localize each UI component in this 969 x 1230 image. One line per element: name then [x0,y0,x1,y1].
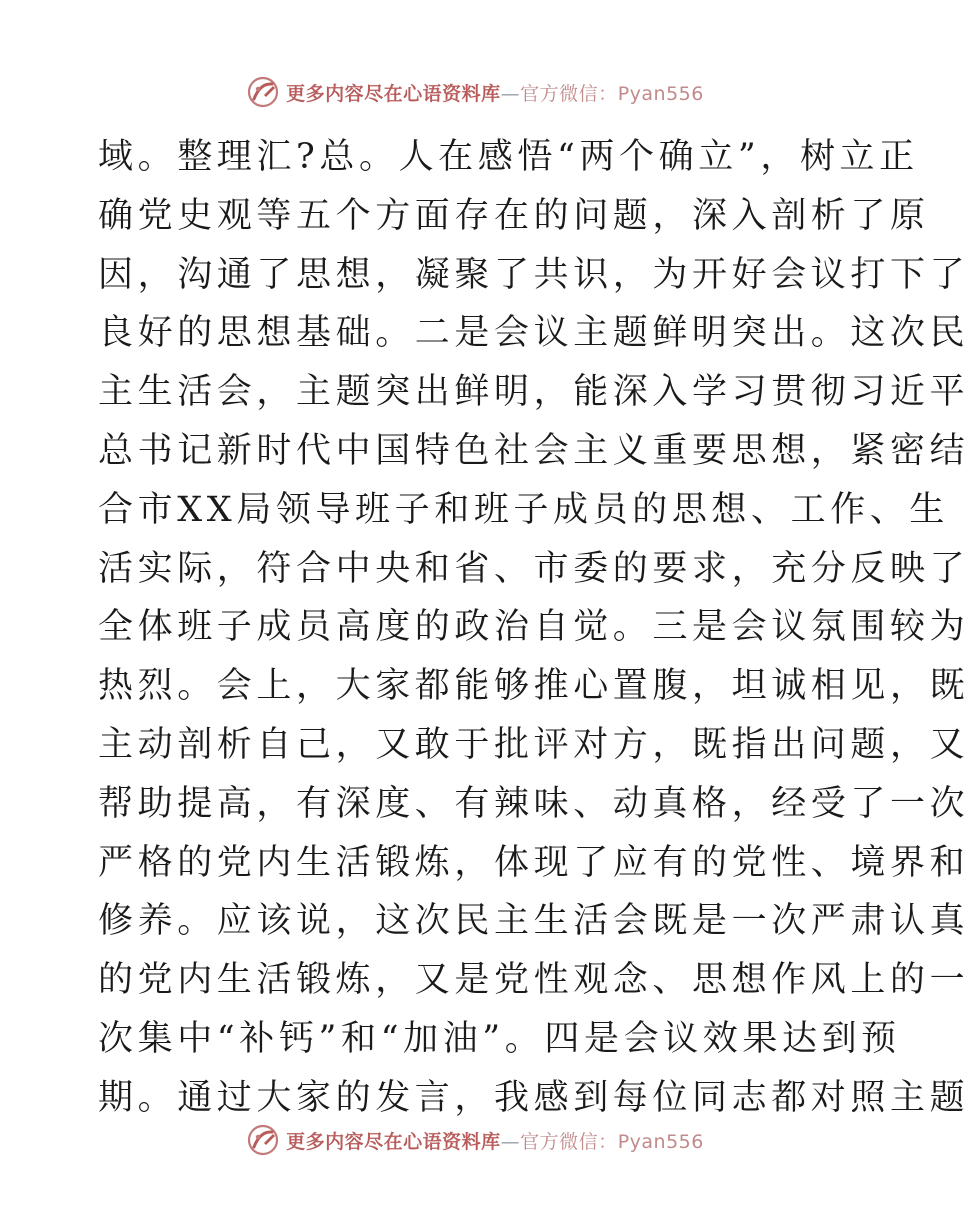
body-line-12: 帮助提高，有深度、有辣味、动真格，经受了一次 [98,783,969,824]
pen-logo-icon [246,75,280,109]
body-line-11: 主动剖析自己，又敢于批评对方，既指出问题，又 [98,724,969,765]
body-line-10: 热烈。会上，大家都能够推心置腹，坦诚相见，既 [98,666,969,707]
body-line-14: 修养。应该说，这次民主生活会既是一次严肃认真 [98,901,969,942]
footer-watermark-part2: 官方微信： [520,1130,618,1153]
body-line-15: 的党内生活锻炼，又是党性观念、思想作风上的一 [98,960,969,1001]
body-line-1: 域。整理汇?总。人在感悟“两个确立”，树立正 [98,137,919,177]
body-line-17: 期。通过大家的发言，我感到每位同志都对照主题 [98,1077,969,1118]
header-watermark-dash: — [500,82,521,105]
header-watermark-part1: 更多内容尽在心语资料库 [286,82,501,105]
footer-watermark-account: Pyan556 [617,1130,704,1153]
header-watermark-account: Pyan556 [617,82,704,105]
header-watermark-part2: 官方微信： [520,82,618,105]
footer-watermark-content [246,1123,704,1157]
body-line-13: 严格的党内生活锻炼，体现了应有的党性、境界和 [98,842,969,883]
header-watermark-text [286,79,704,106]
body-line-4: 良好的思想基础。二是会议主题鲜明突出。这次民 [98,313,969,354]
body-line-8: 活实际，符合中央和省、市委的要求，充分反映了 [98,548,969,589]
header-watermark-banner [0,72,950,112]
body-line-7: 合市XX局领导班子和班子成员的思想、工作、生 [98,489,950,530]
footer-watermark-part1: 更多内容尽在心语资料库 [286,1130,501,1153]
pen-logo-icon [246,1123,280,1157]
body-line-6: 总书记新时代中国特色社会主义重要思想，紧密结 [98,430,969,471]
footer-watermark-text [286,1127,704,1154]
body-line-5: 主生活会，主题突出鲜明，能深入学习贯彻习近平 [98,372,969,413]
body-line-9: 全体班子成员高度的政治自觉。三是会议氛围较为 [98,607,969,648]
body-line-3: 因，沟通了思想，凝聚了共识，为开好会议打下了 [98,254,969,295]
document-body [98,128,969,1128]
footer-watermark-banner [0,1120,950,1160]
header-watermark-content [246,75,704,109]
body-line-16: 次集中“补钙”和“加油”。四是会议效果达到预 [98,1018,901,1059]
footer-watermark-dash: — [500,1130,521,1153]
body-line-2: 确党史观等五个方面存在的问题，深入剖析了原 [98,195,930,236]
